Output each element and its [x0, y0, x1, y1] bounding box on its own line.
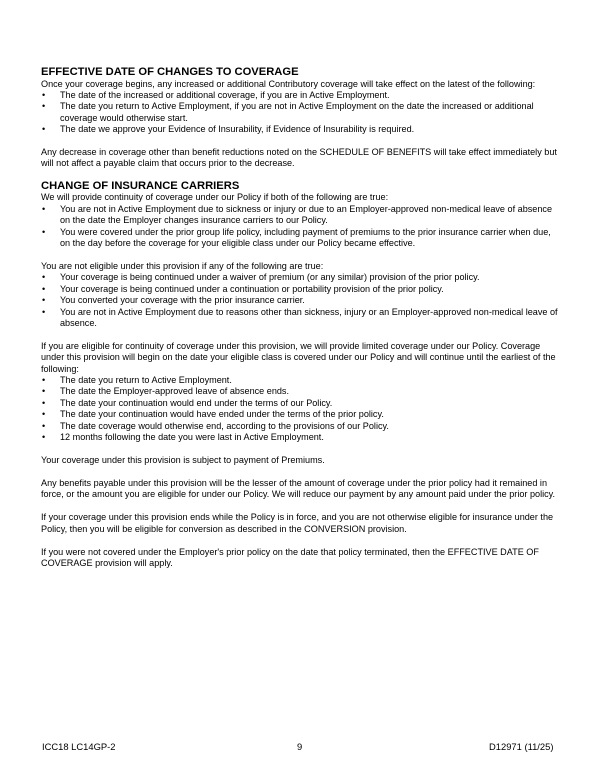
list-item: • You are not in Active Employment due to sickness or injury or due to an Employer-approved non-medical leave of absence on the date the Employer changes insurance carriers to our Policy.: [41, 204, 563, 227]
form-id: ICC18 LC14GP-2: [42, 741, 116, 752]
not-eligible-bullets: [41, 272, 563, 329]
list-item: • You are not in Active Employment due to reasons other than sickness, injury or an Employer-approved non-medical leave of absence.: [41, 307, 563, 330]
doc-code: D12971 (11/25): [489, 741, 554, 752]
page-number: 9: [297, 741, 303, 752]
list-item: • The date your continuation would have ended under the terms of the prior policy.: [41, 409, 563, 420]
premiums-paragraph: Your coverage under this provision is subject to payment of Premiums.: [41, 454, 325, 465]
continuity-bullets: [41, 204, 563, 250]
list-item: • The date you return to Active Employment.: [41, 375, 563, 386]
list-item: • The date you return to Active Employment, if you are not in Active Employment on the date the increased or additional coverage would otherwise start.: [41, 101, 563, 124]
effective-date-bullets: [41, 90, 563, 136]
document-page: [41, 66, 563, 569]
list-item: • The date of the increased or additional coverage, if you are in Active Employment.: [41, 90, 563, 101]
decrease-paragraph: Any decrease in coverage other than benefit reductions noted on the SCHEDULE OF BENEFITS will take effect immediately but will not affect a payable claim that occurs prior to the decrease.: [41, 147, 557, 169]
list-item: • Your coverage is being continued under a waiver of premium (or any similar) provision of the prior policy.: [41, 272, 563, 283]
list-item: • You were covered under the prior group life policy, including payment of premiums to the prior insurance carrier when due, on the day before the coverage for your eligible class under our Policy became effective.: [41, 227, 563, 250]
heading-effective-date-changes: EFFECTIVE DATE OF CHANGES TO COVERAGE: [41, 66, 299, 78]
limited-coverage-bullets: [41, 375, 563, 443]
list-item: • Your coverage is being continued under a continuation or portability provision of the prior policy.: [41, 284, 563, 295]
list-item: • The date we approve your Evidence of Insurability, if Evidence of Insurability is required.: [41, 124, 563, 135]
heading-change-of-carriers: CHANGE OF INSURANCE CARRIERS: [41, 179, 240, 192]
not-covered-paragraph: If you were not covered under the Employer's prior policy on the date that policy terminated, then the EFFECTIVE DATE OF COVERAGE provision will apply.: [41, 546, 539, 568]
limited-coverage-intro: If you are eligible for continuity of coverage under this provision, we will provide limited coverage under our Policy. Coverage under this provision will begin on the date your eligible class is covered under our Policy and will continue until the earliest of the following:: [41, 340, 556, 374]
conversion-paragraph: If your coverage under this provision ends while the Policy is in force, and you are not otherwise eligible for insurance under the Policy, then you will be eligible for conversion as described in the CONVERSION provision.: [41, 512, 554, 534]
continuity-intro: We will provide continuity of coverage under our Policy if both of the following are true:: [41, 192, 389, 203]
list-item: • The date coverage would otherwise end, according to the provisions of our Policy.: [41, 421, 563, 432]
list-item: • You converted your coverage with the prior insurance carrier.: [41, 295, 563, 306]
list-item: • The date the Employer-approved leave of absence ends.: [41, 386, 563, 397]
list-item: • 12 months following the date you were last in Active Employment.: [41, 432, 563, 443]
effective-date-intro: Once your coverage begins, any increased or additional Contributory coverage will take effect on the latest of the following:: [41, 78, 536, 89]
benefits-paragraph: Any benefits payable under this provision will be the lesser of the amount of coverage under the prior policy had it remained in force, or the amount you are eligible for under our Policy. We will reduce our payment by any amount paid under the prior policy.: [41, 477, 556, 500]
list-item: • The date your continuation would end under the terms of our Policy.: [41, 398, 563, 409]
not-eligible-intro: You are not eligible under this provision if any of the following are true:: [41, 260, 324, 271]
